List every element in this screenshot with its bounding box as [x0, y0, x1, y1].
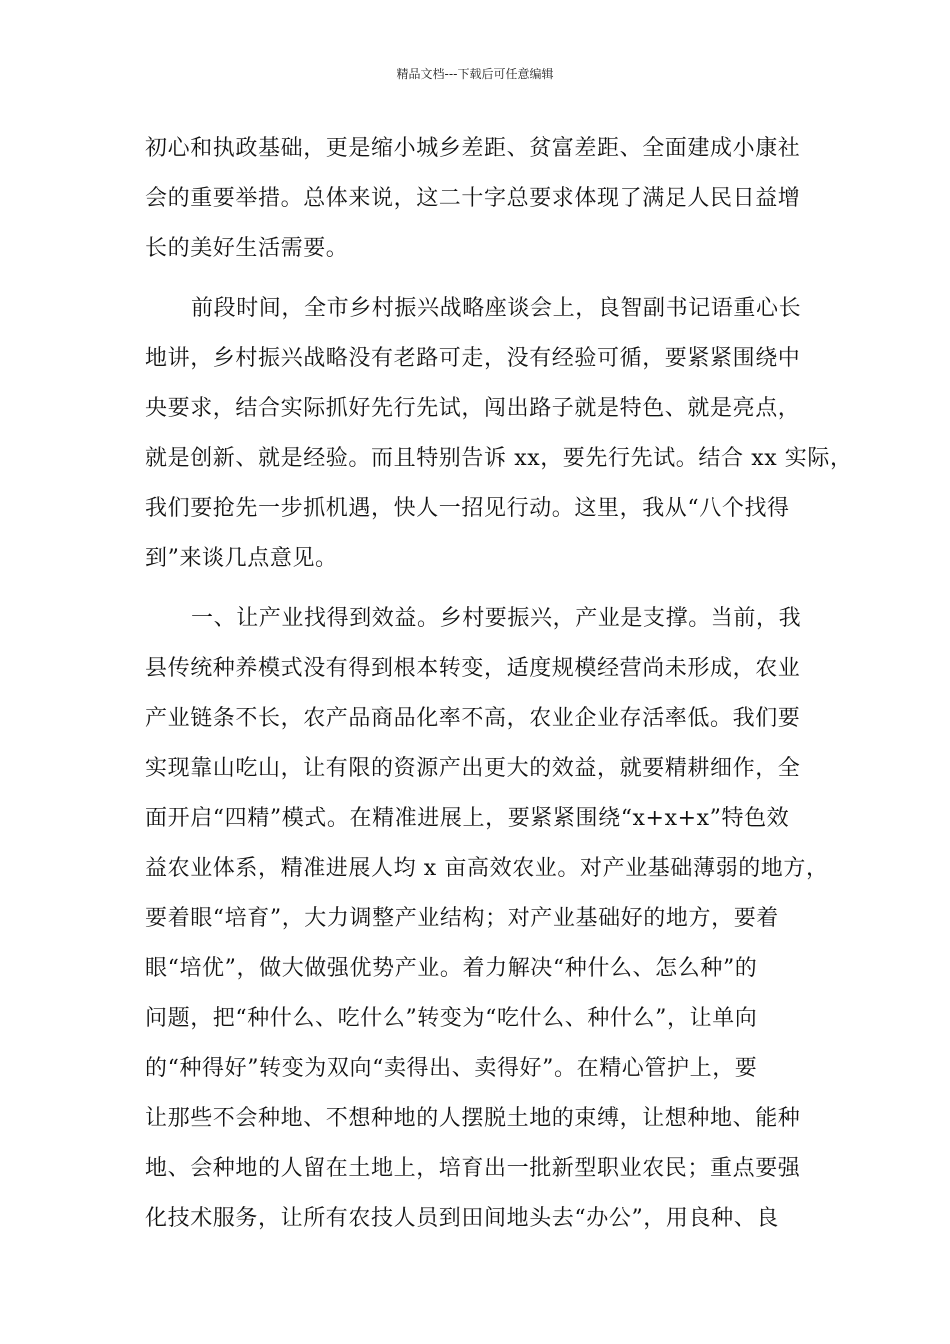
text-line: 长的美好生活需要。 [145, 236, 349, 261]
paragraph [145, 594, 829, 1244]
text-line: 到”来谈几点意见。 [145, 546, 338, 571]
text-line: 初心和执政基础，更是缩小城乡差距、贫富差距、全面建成小康社 [145, 136, 801, 161]
text-line: 前段时间，全市乡村振兴战略座谈会上，良智副书记语重心长 [191, 296, 802, 321]
text-line: 问题，把“种什么、吃什么”转变为“吃什么、种什么”，让单向 [145, 1006, 758, 1031]
text-line: 产业链条不长，农产品商品化率不高，农业企业存活率低。我们要 [145, 706, 801, 731]
text-line: 让那些不会种地、不想种地的人摆脱土地的束缚，让想种地、能种 [145, 1106, 801, 1131]
text-line: 面开启“四精”模式。在精准进展上，要紧紧围绕“x+x+x”特色效 [145, 806, 790, 831]
document-body [145, 124, 853, 1244]
text-line: 的“种得好”转变为双向“卖得出、卖得好”。在精心管护上，要 [145, 1056, 758, 1081]
page-header: 精品文档---下载后可任意编辑 [396, 67, 554, 81]
paragraph [145, 284, 853, 584]
text-line: 会的重要举措。总体来说，这二十字总要求体现了满足人民日益增 [145, 186, 801, 211]
text-line: 县传统种养模式没有得到根本转变，适度规模经营尚未形成，农业 [145, 656, 801, 681]
text-line: 一、让产业找得到效益。乡村要振兴，产业是支撑。当前，我 [191, 606, 802, 631]
text-line: 地讲，乡村振兴战略没有老路可走，没有经验可循，要紧紧围绕中 [145, 346, 801, 371]
text-line: 要着眼“培育”，大力调整产业结构；对产业基础好的地方，要着 [145, 906, 779, 931]
text-line: 眼“培优”，做大做强优势产业。着力解决“种什么、怎么种”的 [145, 956, 758, 981]
text-line: 化技术服务，让所有农技人员到田间地头去“办公”，用良种、良 [145, 1206, 779, 1231]
text-line: 益农业体系，精准进展人均 x 亩高效农业。对产业基础薄弱的地方， [145, 856, 829, 881]
paragraph [145, 124, 815, 274]
text-line: 实现靠山吃山，让有限的资源产出更大的效益，就要精耕细作，全 [145, 756, 801, 781]
text-line: 央要求，结合实际抓好先行先试，闯出路子就是特色、就是亮点， [145, 396, 801, 421]
text-line: 我们要抢先一步抓机遇，快人一招见行动。这里，我从“八个找得 [145, 496, 790, 521]
text-line: 就是创新、就是经验。而且特别告诉 xx，要先行先试。结合 xx 实际， [145, 446, 853, 471]
text-line: 地、会种地的人留在土地上，培育出一批新型职业农民；重点要强 [145, 1156, 801, 1181]
